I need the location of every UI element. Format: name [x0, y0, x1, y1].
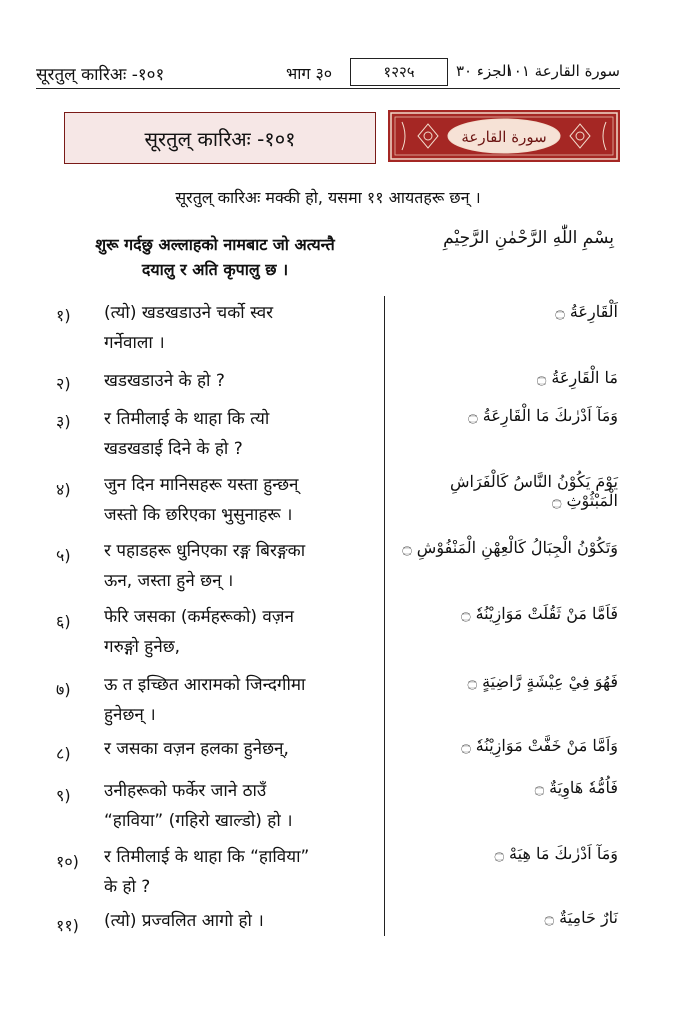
verse-translation — [104, 404, 376, 464]
header-page-number: १२२५ — [350, 58, 448, 86]
surah-title-box — [64, 112, 376, 164]
verse-line: ऊन, जस्ता हुने छन् । — [104, 571, 234, 591]
verse-line: र तिमीलाई के थाहा कि “हाविया” — [104, 847, 310, 867]
basmala-nepali — [60, 232, 370, 282]
verse-translation — [104, 298, 376, 358]
verse-line: (त्यो) खडखडाउने चर्को स्वर — [104, 303, 274, 323]
verse-translation — [104, 470, 376, 530]
column-divider — [384, 296, 385, 936]
verse-arabic: مَا الْقَارِعَةُ ۝ — [536, 368, 618, 387]
verse-line: फेरि जसका (कर्महरूको) वज़न — [104, 607, 294, 627]
verse-arabic: وَتَكُوْنُ الْجِبَالُ كَالْعِهْنِ الْمَنْفُوْشِ ۝ — [402, 538, 618, 557]
verse-translation — [104, 842, 376, 902]
verse-line: खडखडाउने के हो ? — [104, 371, 225, 391]
header-bhag: भाग ३० — [286, 64, 333, 83]
verse-translation — [104, 906, 376, 936]
verse-number: ४) — [56, 480, 71, 499]
verse-number: ११) — [56, 916, 79, 935]
verse-line: “हाविया” (गहिरो खाल्डो) हो । — [104, 811, 293, 831]
basmala-arabic: بِسْمِ اللّٰهِ الرَّحْمٰنِ الرَّحِيْمِ — [443, 228, 614, 248]
verse-number: ९) — [56, 786, 71, 805]
verse-line: गरुङ्गो हुनेछ, — [104, 637, 181, 657]
verse-translation — [104, 366, 376, 396]
verse-line: र जसका वज़न हलका हुनेछन्, — [104, 739, 289, 759]
verse-line: गर्नेवाला । — [104, 333, 165, 353]
verse-line: र पहाडहरू धुनिएका रङ्ग बिरङ्गका — [104, 541, 306, 561]
verse-arabic: فَاَمَّا مَنْ ثَقُلَتْ مَوَازِيْنُهٗ ۝ — [461, 604, 618, 623]
verse-line: र तिमीलाई के थाहा कि त्यो — [104, 409, 270, 429]
verse-arabic: فَهُوَ فِيْ عِيْشَةٍ رَّاضِيَةٍ ۝ — [467, 672, 618, 691]
page-header — [36, 58, 620, 90]
verse-number: १०) — [56, 852, 79, 871]
header-rule — [36, 88, 620, 89]
verse-arabic: وَمَآ اَدْرٰىكَ مَا الْقَارِعَةُ ۝ — [468, 406, 618, 425]
banner-arabic-text: سورة القارعة — [461, 128, 547, 146]
verse-translation — [104, 536, 376, 596]
surah-title-label: सूरतुल् कारिअः -१०१ — [144, 126, 296, 151]
verse-arabic: وَاَمَّا مَنْ خَفَّتْ مَوَازِيْنُهٗ ۝ — [461, 736, 618, 755]
verse-translation — [104, 670, 376, 730]
verse-translation — [104, 776, 376, 836]
header-surah-title: सूरतुल् कारिअः -१०१ — [36, 65, 165, 85]
verse-number: ६) — [56, 612, 71, 631]
surah-intro: सूरतुल् कारिअः मक्की हो, यसमा ११ आयतहरू छन् । — [175, 188, 481, 207]
header-surah-arabic: سورة القارعة ١٠١ — [505, 62, 620, 80]
verse-line: उनीहरूको फर्केर जाने ठाउँ — [104, 781, 267, 801]
verse-number: ८) — [56, 744, 71, 763]
verse-line: जुन दिन मानिसहरू यस्ता हुन्छन् — [104, 475, 299, 495]
verse-line: (त्यो) प्रज्वलित आगो हो । — [104, 911, 264, 931]
verse-arabic: نَارٌ حَامِيَةٌ ۝ — [544, 908, 618, 927]
verse-number: १) — [56, 306, 71, 325]
verse-line: ऊ त इच्छित आरामको जिन्दगीमा — [104, 675, 306, 695]
verse-arabic: وَمَآ اَدْرٰىكَ مَا هِيَهْ ۝ — [494, 844, 618, 863]
verse-line: खडखडाई दिने के हो ? — [104, 439, 243, 459]
verse-translation — [104, 602, 376, 662]
verse-translation — [104, 734, 376, 764]
verse-arabic: يَوْمَ يَكُوْنُ النَّاسُ كَالْفَرَاشِ الْمَبْثُوْثِ ۝ — [449, 472, 618, 510]
verse-number: ७) — [56, 680, 71, 699]
verse-line: जस्तो कि छरिएका भुसुनाहरू । — [104, 505, 293, 525]
basmala-nepali-line1: शुरू गर्दछु अल्लाहको नामबाट जो अत्यन्तै — [95, 235, 335, 254]
verse-line: हुनेछन् । — [104, 705, 156, 725]
ornament-frame-icon — [388, 110, 620, 162]
header-juz-arabic: الجزء ٣٠ — [456, 62, 511, 80]
verse-arabic: فَاُمُّهٗ هَاوِيَةٌ ۝ — [534, 778, 618, 797]
verse-number: ५) — [56, 546, 71, 565]
basmala-nepali-line2: दयालु र अति कृपालु छ । — [141, 260, 289, 279]
surah-banner — [388, 110, 620, 162]
verse-line: के हो ? — [104, 877, 151, 897]
verse-arabic: اَلْقَارِعَةُ ۝ — [555, 302, 618, 321]
verse-number: २) — [56, 374, 71, 393]
verse-number: ३) — [56, 412, 71, 431]
